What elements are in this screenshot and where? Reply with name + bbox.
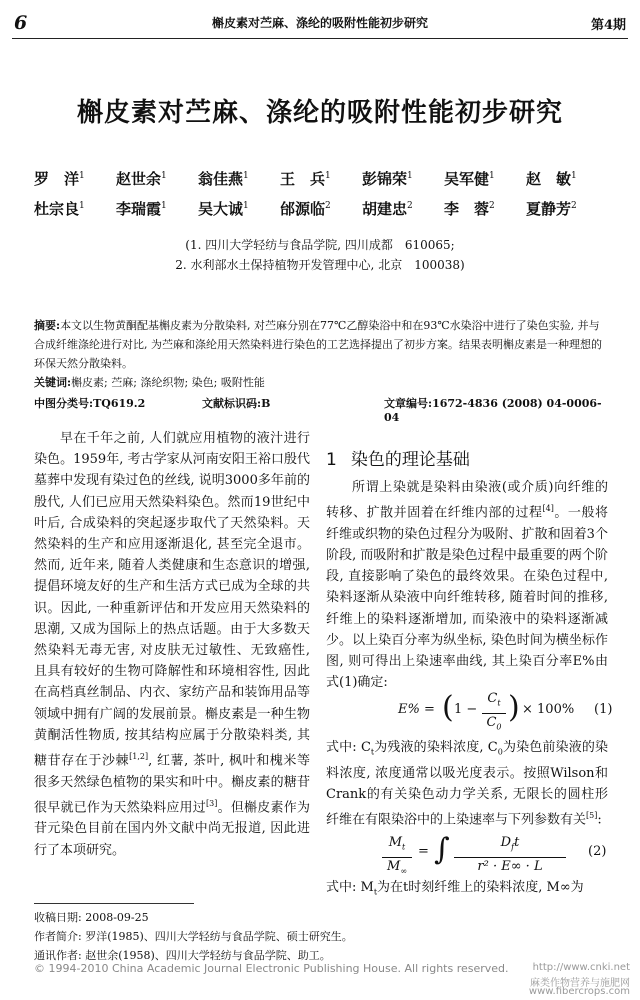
footnotes bbox=[34, 908, 614, 965]
citation: [4] bbox=[542, 504, 554, 514]
theory-paragraph-3: 式中: $M_t$为在t时刻纤维上的染料浓度, M∞为 bbox=[326, 880, 584, 897]
clc-label: 中图分类号: bbox=[34, 397, 94, 410]
running-header bbox=[0, 0, 640, 42]
author: 王 兵$^1$ bbox=[280, 170, 331, 188]
author: 胡建忠$^2$ bbox=[362, 200, 413, 218]
keywords-text: 槲皮素; 苎麻; 涤纶织物; 染色; 吸附性能 bbox=[71, 376, 265, 389]
copyright-notice: © 1994-2010 China Academic Journal Electronic Publishing House. All rights reserved. bbox=[34, 962, 509, 975]
author: 赵世余$^1$ bbox=[116, 170, 167, 188]
page-number: 6 bbox=[14, 12, 28, 34]
keywords bbox=[34, 373, 608, 392]
watermark-site-url: www.fibercrops.com bbox=[528, 986, 630, 997]
clc-value: TQ619.2 bbox=[93, 397, 146, 410]
author: 赵 敏$^1$ bbox=[526, 170, 577, 188]
equation-number: (2) bbox=[588, 844, 607, 859]
author: 李 蓉$^2$ bbox=[444, 200, 495, 218]
author: 吴大诚$^1$ bbox=[198, 200, 249, 218]
author: 夏静芳$^2$ bbox=[526, 200, 577, 218]
citation: [5] bbox=[586, 811, 598, 821]
abstract-label: 摘要: bbox=[34, 319, 61, 332]
header-rule bbox=[12, 38, 628, 39]
author-list-row-1 bbox=[34, 168, 614, 189]
theory-paragraph-1: 所谓上染就是染料由染液(或介质)向纤维的转移、扩散并固着在纤维内部的过程[4]。一般将纤维或织物的染色过程分为吸附、扩散和固着3个阶段, 而吸附和扩散是染色过程中最重要的两个阶段, 直接影响了染色的最终效果。在染色过程中, 染料逐渐从染液中向纤维转移, 随着时间的推移, 纤维上的染料逐渐增加, 而染液中的染料逐渐减少。以上染百分率为纵坐标, 染色时间为横坐标作图, 则可得出上染速率曲线, 其上染百分率E%由式(1)确定: bbox=[326, 480, 608, 691]
equation-number: (1) bbox=[594, 702, 613, 717]
footnote-rule bbox=[34, 903, 194, 904]
footnote-author: 作者简介: 罗洋(1985)、四川大学轻纺与食品学院、硕士研究生。 bbox=[34, 930, 353, 943]
theory-paragraph-2: 式中: $C_t$为残液的染料浓度, $C_0$为染色前染液的染料浓度, 浓度通常以吸光度表示。按照Wilson和Crank的有关染色动力学关系, 无限长的圆柱形纤维在有限染浴中的上染速率与下列参数有关[5]: bbox=[326, 740, 608, 828]
running-title: 槲皮素对苎麻、涤纶的吸附性能初步研究 bbox=[211, 16, 428, 30]
author: 翁佳燕$^1$ bbox=[198, 170, 249, 188]
citation: [1,2] bbox=[129, 752, 149, 762]
abstract bbox=[34, 316, 608, 373]
author: 吴军健$^1$ bbox=[444, 170, 495, 188]
author: 杜宗良$^1$ bbox=[34, 200, 85, 218]
author: 李瑞霞$^1$ bbox=[116, 200, 167, 218]
articleno-label: 文章编号: bbox=[384, 397, 433, 410]
equation-2: $M_t$ $M_\infty$ = ∫ $D_ft$ r² · E∞ · L (2) bbox=[326, 830, 608, 878]
author: 邰源临$^2$ bbox=[280, 200, 331, 218]
section-number: 1 bbox=[326, 450, 337, 470]
classification-row bbox=[34, 395, 608, 424]
footnote-corresponding: 通讯作者: 赵世余(1958)、四川大学轻纺与食品学院、助工。 bbox=[34, 949, 331, 962]
author: 彭锦荣$^1$ bbox=[362, 170, 413, 188]
intro-paragraph: 早在千年之前, 人们就应用植物的液汁进行染色。1959年, 考古学家从河南安阳王裕口殷代墓葬中发现有染过色的丝线, 说明3000多年前的殷代, 人们已应用天然染料染色。然而19世纪中叶后, 合成染料的突起逐步取代了天然染料。天然染料的生产和应用逐渐退化, 甚至完全退市。然而, 近年来, 随着人类健康和生态意识的增强, 提倡环境友好的生产和生活方式已成为全球的共识。因此, 一种重新评估和开发应用天然染料的思潮, 又成为国际上的热点话题。由于大多数天然染料无毒无害, 对皮肤无过敏性、无致癌性, 且具有较好的生物可降解性和环境相容性, 因此在高档真丝制品、内衣、家纺产品和装饰用品等领域中拥有广阔的发展前景。槲皮素是一种生物黄酮活性物质, 按其结构应属于分散染料类, 其糖苷存在于沙棘[1,2], 红薯, 茶叶, 枫叶和槐米等很多天然绿色植物的果实和叶中。槲皮素的糖苷很早就已作为天然染料应用过[3]。但槲皮素作为苷元染色目前在国内外文献中尚无报道, 因此进行了本项研究。 bbox=[34, 431, 310, 858]
issue-label: 第4期 bbox=[590, 18, 626, 33]
footnote-received: 收稿日期: 2008-09-25 bbox=[34, 911, 149, 924]
integral-sign-icon: ∫ bbox=[434, 832, 450, 867]
abstract-text: 本文以生物黄酮配基槲皮素为分散染料, 对苎麻分别在77℃乙醇染浴中和在93℃水染浴中进行了染色实验, 并与合成纤维涤纶进行对比, 为苎麻和涤纶用天然染料进行染色的工艺选择提出了初步方案。结果表明槲皮素是一种理想的环保天然分散染料。 bbox=[34, 319, 602, 370]
section-title: 染色的理论基础 bbox=[350, 450, 470, 470]
citation: [3] bbox=[206, 798, 218, 808]
keywords-label: 关键词: bbox=[34, 376, 72, 389]
affiliation-2: 2. 水利部水土保持植物开发管理中心, 北京 100038) bbox=[175, 258, 465, 272]
watermark-url: http://www.cnki.net bbox=[532, 962, 630, 973]
affiliation-1: (1. 四川大学轻纺与食品学院, 四川成都 610065; bbox=[185, 238, 455, 252]
author: 罗 洋$^1$ bbox=[34, 170, 85, 188]
paper-title: 槲皮素对苎麻、涤纶的吸附性能初步研究 bbox=[76, 98, 563, 128]
doccode-value: B bbox=[261, 397, 271, 410]
section-heading bbox=[326, 445, 470, 470]
doccode-label: 文献标识码: bbox=[202, 397, 262, 410]
author-list-row-2 bbox=[34, 198, 614, 219]
equation-1: E% = ( 1 − $C_t$ $C_0$ ) × 100% (1) bbox=[398, 690, 613, 732]
watermark-site-name: 麻类作物营养与施肥网 bbox=[530, 978, 630, 989]
articleno-value: 1672-4836 (2008) 04-0006-04 bbox=[384, 397, 602, 424]
